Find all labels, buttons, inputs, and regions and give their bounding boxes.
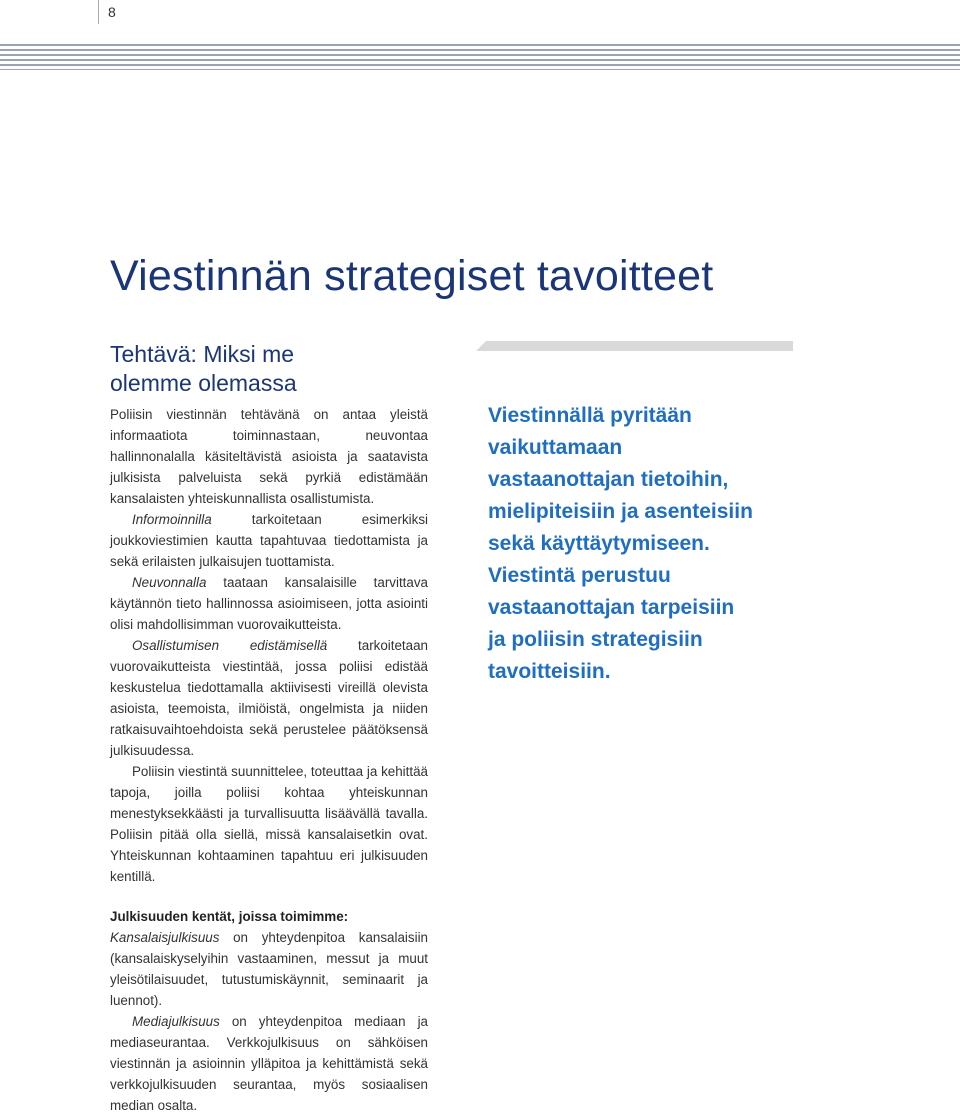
header-stripes: [0, 44, 960, 70]
page-number-divider: [98, 0, 99, 24]
quote-decor-bar: [476, 341, 793, 351]
term-kansalaisjulkisuus: Kansalaisjulkisuus: [110, 930, 220, 945]
quote-line: mielipiteisiin ja asenteisiin: [488, 500, 753, 523]
public-fields-section: [110, 906, 428, 1116]
quote-line: vaikuttamaan: [488, 436, 623, 459]
paragraph-informointi: Informoinnilla tarkoitetaan esimerkiksi joukkoviestimien kautta tapahtuvaa tiedottamista ja sekä erilaisten julkaisujen tuottamista.: [110, 512, 428, 569]
page-number: 8: [108, 4, 116, 20]
term-neuvonta: Neuvonnalla: [132, 575, 207, 590]
paragraph-neuvonta: Neuvonnalla taataan kansalaisille tarvittava käytännön tieto hallinnossa asioimiseen, jotta asiointi olisi mahdollisimman vuorovaikutteista.: [110, 575, 428, 632]
term-informointi: Informoinnilla: [132, 512, 212, 527]
quote-line: ja poliisin strategisiin: [488, 628, 703, 651]
quote-line: Viestinnällä pyritään: [488, 404, 692, 427]
subtitle-line-2: olemme olemassa: [110, 370, 297, 396]
quote-line: Viestintä perustuu: [488, 564, 671, 587]
paragraph-mediajulkisuus: Mediajulkisuus on yhteydenpitoa mediaan ja mediaseurantaa. Verkkojulkisuus on sähköisen viestinnän ja asioinnin ylläpitoa ja kehittämistä sekä verkkojulkisuuden seurantaa, myös sosiaalisen median osalta.: [110, 1014, 428, 1113]
paragraph-intro: Poliisin viestinnän tehtävänä on antaa yleistä informaatiota toiminnastaan, neuvontaa hallinnonalalla käsiteltävistä asioista ja saatavista julkisista palveluista sekä pyrkiä edistämään kansalaisten yhteiskunnallista osallistumista.: [110, 407, 428, 506]
paragraph-osallistuminen: Osallistumisen edistämisellä tarkoitetaan vuorovaikutteista viestintää, jossa poliisi edistää keskustelua tiedottamalla aktiivisesti vireillä olevista asioista, teemoista, ilmiöistä, ongelmista ja niiden ratkaisuvaihtoehdoista sekä perustelee päätöksensä julkisuudessa.: [110, 638, 428, 758]
paragraph-kansalaisjulkisuus: Kansalaisjulkisuus on yhteydenpitoa kansalaisiin (kansalaiskyselyihin vastaaminen, messut ja muut yleisötilaisuudet, tutustumiskäynnit, seminaarit ja luennot).: [110, 930, 428, 1008]
quote-line: vastaanottajan tietoihin,: [488, 468, 729, 491]
subtitle-line-1: Tehtävä: Miksi me: [110, 341, 295, 367]
quote-line: tavoitteisiin.: [488, 660, 611, 683]
quote-line: sekä käyttäytymiseen.: [488, 532, 710, 555]
term-osallistuminen: Osallistumisen edistämisellä: [132, 638, 328, 653]
body-text: [110, 404, 428, 887]
page-title: Viestinnän strategiset tavoitteet: [110, 252, 714, 300]
paragraph-suunnittelu: Poliisin viestintä suunnittelee, toteuttaa ja kehittää tapoja, joilla poliisi kohtaa yhteiskunnan menestyksekkäästi ja turvallisuutta lisäävällä tavalla. Poliisin pitää olla siellä, missä kansalaisetkin ovat. Yhteiskunnan kohtaaminen tapahtuu eri julkisuuden kentillä.: [110, 764, 428, 884]
term-mediajulkisuus: Mediajulkisuus: [132, 1014, 220, 1029]
public-fields-heading: Julkisuuden kentät, joissa toimimme:: [110, 909, 349, 924]
pull-quote: [488, 400, 818, 688]
quote-line: vastaanottajan tarpeisiin: [488, 596, 735, 619]
section-subtitle: [110, 340, 297, 398]
